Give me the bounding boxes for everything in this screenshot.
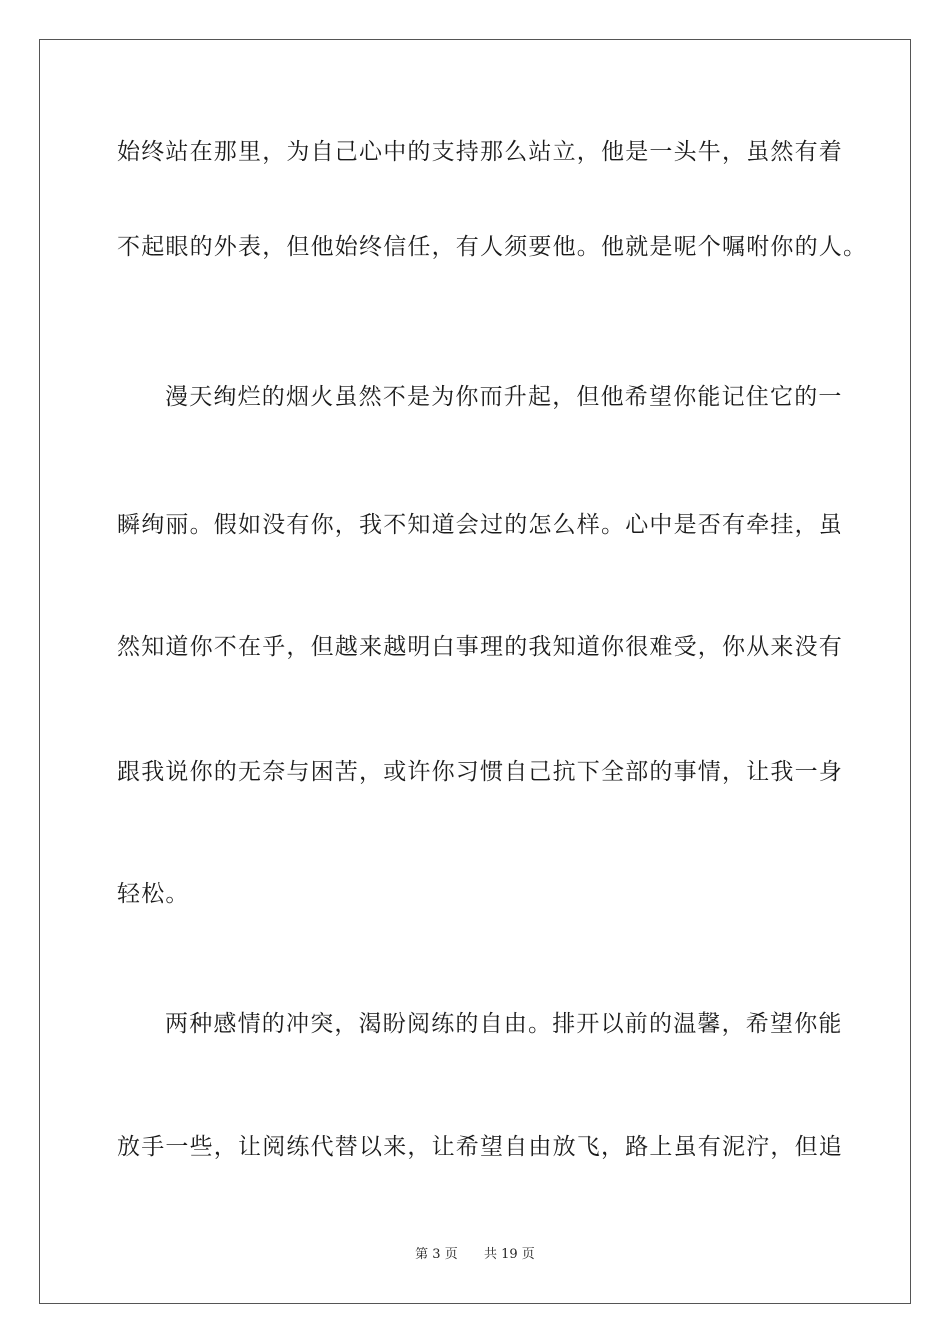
text-line-1: 始终站在那里，为自己心中的支持那么站立，他是一头牛，虽然有着	[117, 139, 843, 165]
text-line-9: 放手一些，让阅练代替以来，让希望自由放飞，路上虽有泥泞，但追	[117, 1134, 843, 1160]
total-pages: 共 19 页	[484, 1247, 535, 1262]
text-line-6: 跟我说你的无奈与困苦，或许你习惯自己抗下全部的事情，让我一身	[117, 759, 843, 785]
text-line-7: 轻松。	[117, 881, 190, 907]
page-number: 第 3 页	[415, 1247, 458, 1262]
paragraph-2-line-1: 漫天绚烂的烟火虽然不是为你而升起，但他希望你能记住它的一	[165, 384, 843, 410]
paragraph-3-line-1: 两种感情的冲突，渴盼阅练的自由。排开以前的温馨，希望你能	[165, 1011, 843, 1037]
page-border	[39, 39, 911, 1304]
text-line-4: 瞬绚丽。假如没有你，我不知道会过的怎么样。心中是否有牵挂，虽	[117, 512, 843, 538]
page-footer	[0, 1246, 950, 1264]
text-line-5: 然知道你不在乎，但越来越明白事理的我知道你很难受，你从来没有	[117, 634, 843, 660]
text-line-2: 不起眼的外表，但他始终信任，有人须要他。他就是呢个嘱咐你的人。	[117, 234, 868, 260]
